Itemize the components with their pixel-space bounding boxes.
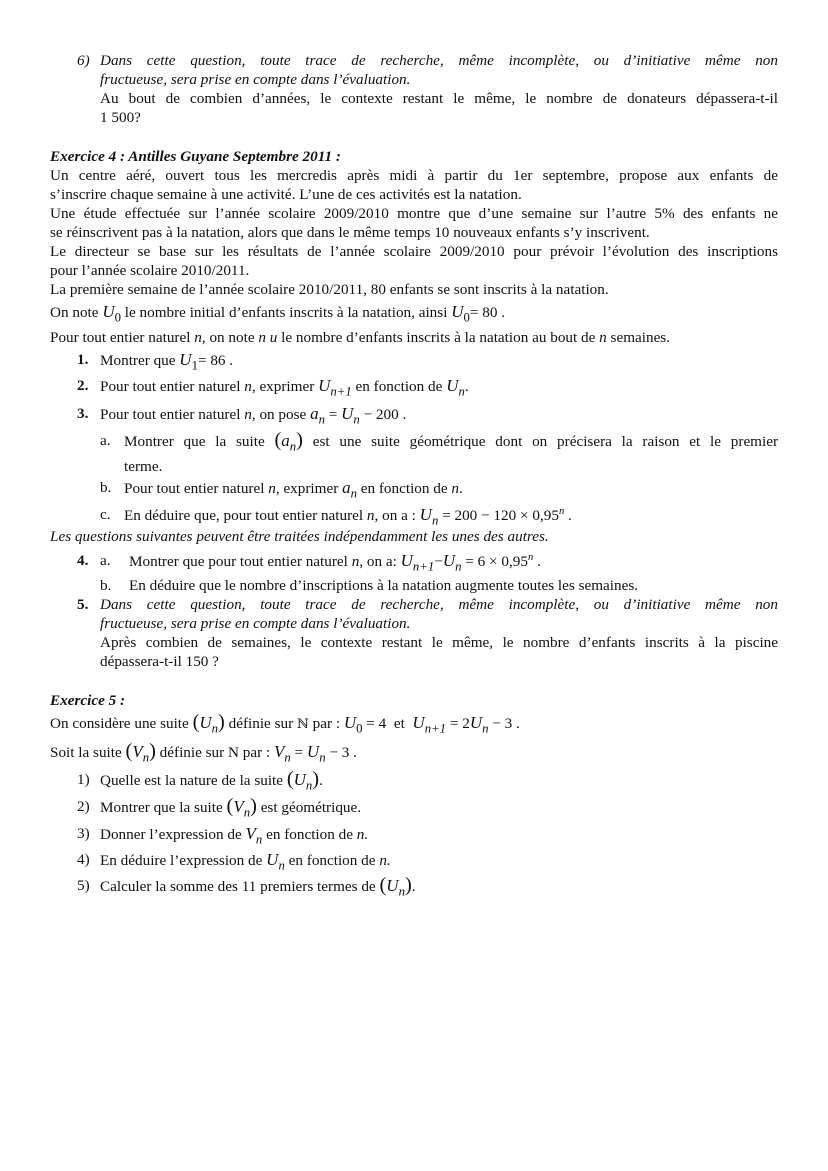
subquestion-letter: c. <box>100 506 111 523</box>
intro-line: s’inscrire chaque semaine à une activité. L’une de ces activités est la natation. <box>50 186 522 203</box>
subquestion-letter: a. <box>100 432 111 449</box>
intro-line: Le directeur se base sur les résultats de l’année scolaire 2009/2010 pour prévoir l’évolution des inscriptions <box>50 243 778 260</box>
question-number: 5. <box>77 596 89 613</box>
note-u0-line: On note $U_0$ le nombre initial d’enfants inscrits à la natation, ainsi $U_0= 80$ . <box>50 302 506 325</box>
italic-instruction-line1: Dans cette question, toute trace de recherche, même incomplète, ou d’initiative même non <box>100 52 778 69</box>
intro-line: pour l’année scolaire 2010/2011. <box>50 262 250 279</box>
exercise5-definition-line1: On considère une suite $(U_n)$ définie sur ℕ par : $U_0 = 4$ et $U_{n+1} = 2U_n - 3$ . <box>50 711 520 736</box>
intro-line: Un centre aéré, ouvert tous les mercredis après midi à partir du 1er septembre, propose aux enfants de <box>50 167 778 184</box>
question-text-line2: 1 500? <box>100 109 141 126</box>
question-number: 3. <box>77 405 89 422</box>
question-number: 2. <box>77 377 89 394</box>
subquestion-letter: b. <box>100 479 112 496</box>
exercise5-definition-line2: Soit la suite $(V_n)$ définie sur N par : $V_n = U_n - 3$ . <box>50 740 357 765</box>
italic-instruction-line2: fructueuse, sera prise en compte dans l’évaluation. <box>100 71 411 88</box>
subquestion-letter: b. <box>100 577 112 594</box>
intro-line: Une étude effectuée sur l’année scolaire 2009/2010 montre que d’une semaine sur l’autre 5% des enfants ne <box>50 205 778 222</box>
pour-tout-line: Pour tout entier naturel n, on note n u le nombre d’enfants inscrits à la natation au bout de n semaines. <box>50 329 671 346</box>
question-number: 6) <box>77 52 90 69</box>
intro-line: La première semaine de l’année scolaire 2010/2011, 80 enfants se sont inscrits à la natation. <box>50 281 609 298</box>
naturals-set-symbol: ℕ <box>296 717 309 732</box>
exercise4-intro <box>50 166 778 299</box>
math-var: $U_0$ <box>102 302 121 325</box>
intro-line: se réinscrivent pas à la natation, alors que dans le même temps 10 nouveaux enfants s’y inscrivent. <box>50 224 650 241</box>
subquestion-letter: a. <box>100 552 111 569</box>
question-number: 4. <box>77 552 89 569</box>
independent-questions-note: Les questions suivantes peuvent être traitées indépendamment les unes des autres. <box>50 528 549 545</box>
question-number: 1. <box>77 351 89 368</box>
exercise5-title: Exercice 5 : <box>50 692 126 709</box>
exercise4-title: Exercice 4 : Antilles Guyane Septembre 2011 : <box>50 148 341 165</box>
math-var: $U_0$ <box>451 302 470 325</box>
question-text-line1: Au bout de combien d’années, le contexte restant le même, le nombre de donateurs dépassera-t-il <box>100 90 778 107</box>
